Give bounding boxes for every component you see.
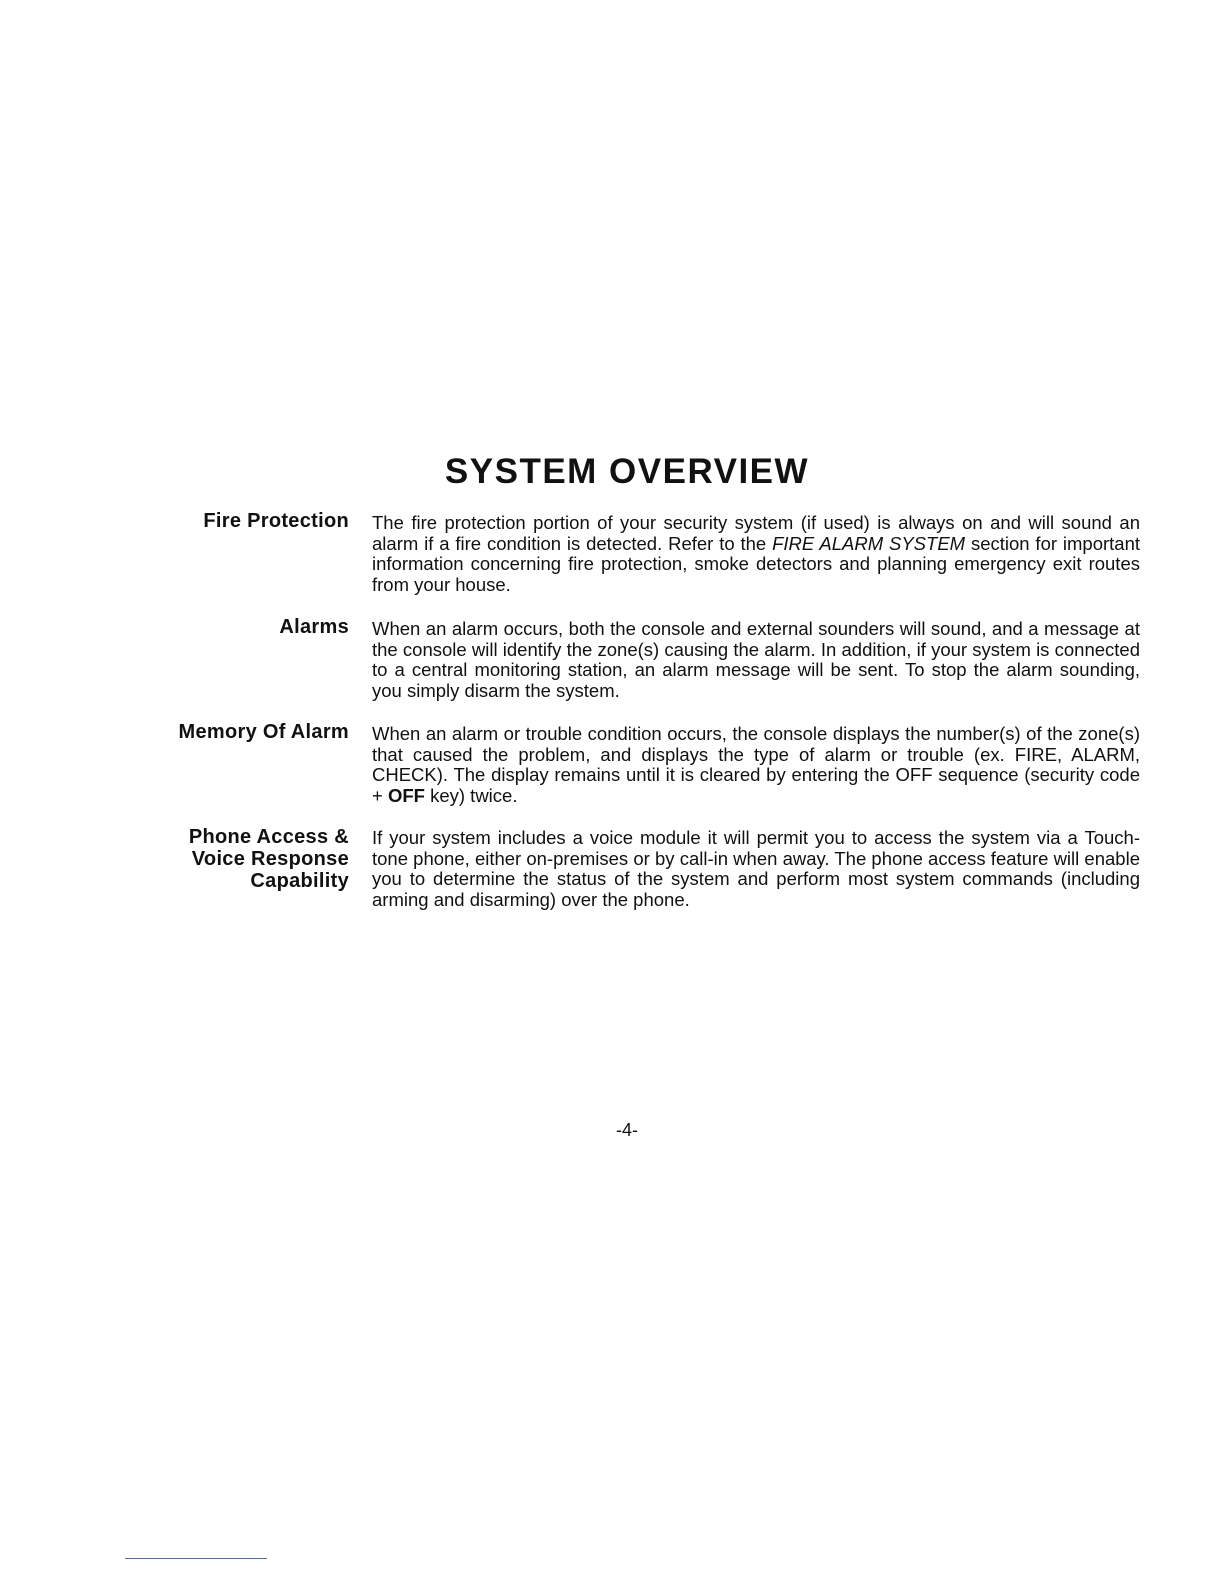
section-label <box>100 616 349 638</box>
section-text: key) twice. <box>424 784 518 806</box>
page-title: SYSTEM OVERVIEW <box>444 452 810 491</box>
section-strong: OFF <box>387 784 425 806</box>
page-number: -4- <box>616 1120 638 1140</box>
section-text: section for important information concerning fire protection, smoke detectors and planning emergency exit routes from your house. <box>372 532 1140 595</box>
section-emphasis: FIRE ALARM SYSTEM <box>772 532 966 554</box>
section-text: When an alarm or trouble condition occurs, the console displays the number(s) of the zone(s) that caused the problem, and displays the type of alarm or trouble (ex. FIRE, ALARM, CHECK). The display remains until it is cleared by entering the OFF sequence (security code + <box>372 723 1140 806</box>
footer-rule <box>125 1558 267 1559</box>
section-body <box>372 513 1140 595</box>
section-label-line: Memory Of Alarm <box>178 721 349 743</box>
section-label <box>100 826 349 892</box>
section-body <box>372 724 1140 806</box>
section-label-line: Capability <box>250 870 349 892</box>
section-text: The fire protection portion of your security system (if used) is always on and will sound an alarm if a fire condition is detected. Refer to the <box>372 512 1140 554</box>
section-label-line: Alarms <box>279 616 349 638</box>
section-label <box>100 510 349 532</box>
section-label-line: Phone Access & <box>188 826 349 848</box>
section-body: When an alarm occurs, both the console and external sounders will sound, and a message at the console will identify the zone(s) causing the alarm. In addition, if your system is connected to a central monitoring station, an alarm message will be sent. To stop the alarm sounding, you simply disarm the system. <box>372 618 1140 701</box>
section-label-line: Fire Protection <box>203 510 349 532</box>
section-body: If your system includes a voice module it will permit you to access the system via a Touch-tone phone, either on-premises or by call-in when away. The phone access feature will enable you to determine the status of the system and perform most system commands (including arming and disarming) over the phone. <box>372 827 1140 910</box>
section-label-line: Voice Response <box>191 848 349 870</box>
section-label <box>100 721 349 743</box>
